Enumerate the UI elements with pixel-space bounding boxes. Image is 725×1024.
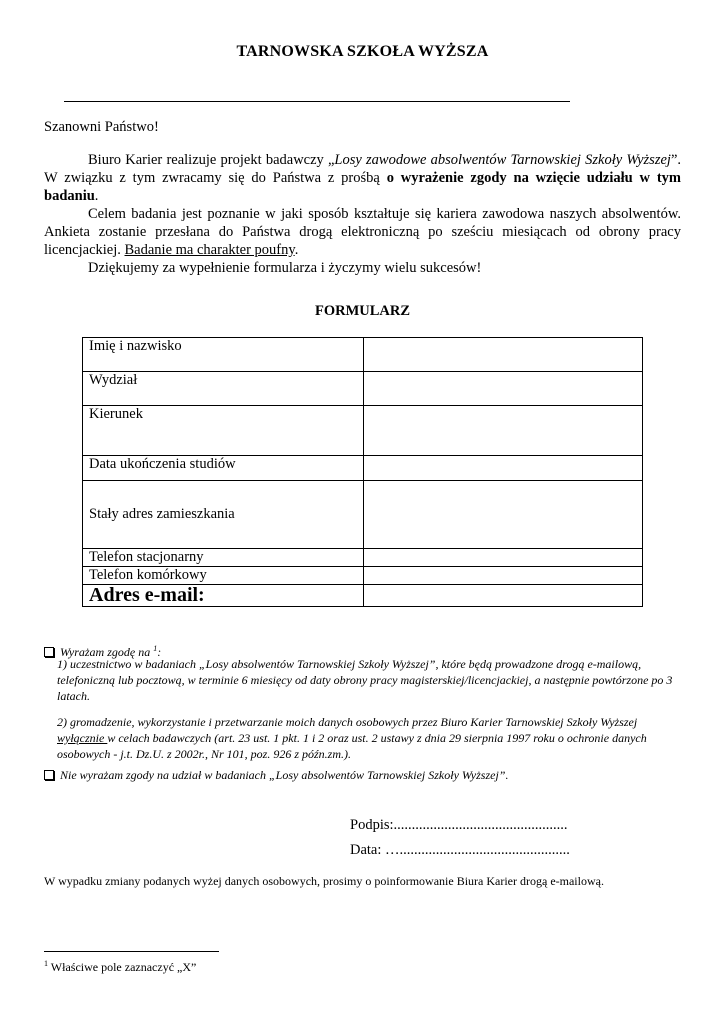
footnote-divider bbox=[44, 951, 219, 952]
consent-disagree bbox=[44, 767, 508, 783]
greeting: Szanowni Państwo! bbox=[44, 119, 159, 135]
p1-text-b: ”. W związku z tym zwracamy się do Państwa z prośbą bbox=[44, 152, 681, 186]
form-input-major[interactable] bbox=[364, 406, 643, 456]
project-name: Losy zawodowe absolwentów Tarnowskiej Szkoły Wyższej bbox=[334, 152, 671, 168]
form-input-graduation-date[interactable] bbox=[364, 456, 643, 481]
form-row bbox=[83, 456, 643, 481]
consent-item-2 bbox=[57, 714, 683, 762]
date-line: Data: …............................................... bbox=[350, 842, 570, 858]
form-row bbox=[83, 406, 643, 456]
p1-text-c: . bbox=[94, 188, 99, 204]
paragraph-1 bbox=[44, 151, 681, 205]
confidential-note: Badanie ma charakter poufny bbox=[124, 242, 295, 258]
disagree-label: Nie wyrażam zgody na udział w badaniach „Losy absolwentów Tarnowskiej Szkoły Wyższej”. bbox=[60, 768, 509, 782]
form-label-faculty: Wydział bbox=[83, 372, 364, 406]
header-divider bbox=[64, 101, 570, 102]
footnote bbox=[44, 959, 196, 975]
form-input-landline[interactable] bbox=[364, 549, 643, 567]
update-note: W wypadku zmiany podanych wyżej danych osobowych, prosimy o poinformowanie Biura Karier drogą e-mailową. bbox=[44, 874, 604, 888]
form-input-faculty[interactable] bbox=[364, 372, 643, 406]
paragraph-2 bbox=[44, 205, 681, 259]
disagree-checkbox[interactable] bbox=[44, 770, 54, 780]
form-input-email[interactable] bbox=[364, 585, 643, 607]
item2-text-b: w celach badawczych (art. 23 ust. 1 pkt. 1 i 2 oraz ust. 2 ustawy z dnia 29 sierpnia 1997 roku o ochronie danych osobowych - j.t. Dz.U. z 2002r., Nr 101, poz. 926 z późn.zm.). bbox=[57, 731, 647, 761]
consent-item-1: 1) uczestnictwo w badaniach „Losy absolwentów Tarnowskiej Szkoły Wyższej”, które będą prowadzone drogą e-mailową, telefoniczną lub pocztową, w terminie 6 miesięcy od daty obrony pracy magisterskiej/licencjackiej, a następnie powtórzone po 3 latach. bbox=[57, 657, 673, 703]
form-row bbox=[83, 549, 643, 567]
letter-body bbox=[44, 151, 681, 277]
form-label-email: Adres e-mail: bbox=[83, 585, 364, 607]
form-label-major: Kierunek bbox=[83, 406, 364, 456]
footnote-ref: 1 bbox=[153, 644, 158, 653]
agree-checkbox[interactable] bbox=[44, 647, 54, 657]
form-label-graduation-date: Data ukończenia studiów bbox=[83, 456, 364, 481]
form-row bbox=[83, 481, 643, 549]
p2-text-b: . bbox=[294, 242, 299, 258]
agree-colon: : bbox=[157, 645, 162, 659]
form-table bbox=[82, 337, 643, 607]
signature-line: Podpis:................................................ bbox=[350, 817, 568, 833]
form-label-mobile: Telefon komórkowy bbox=[83, 567, 364, 585]
form-label-name: Imię i nazwisko bbox=[83, 338, 364, 372]
form-row bbox=[83, 372, 643, 406]
paragraph-3: Dziękujemy za wypełnienie formularza i życzymy wielu sukcesów! bbox=[88, 260, 482, 276]
form-row bbox=[83, 338, 643, 372]
form-label-address: Stały adres zamieszkania bbox=[83, 481, 364, 549]
consent-request: o wyrażenie zgody na wzięcie udziału w tym badaniu bbox=[44, 170, 681, 204]
form-row bbox=[83, 585, 643, 607]
form-title: FORMULARZ bbox=[314, 303, 411, 319]
page-title: TARNOWSKA SZKOŁA WYŻSZA bbox=[236, 43, 489, 60]
item2-text-a: 2) gromadzenie, wykorzystanie i przetwarzanie moich danych osobowych przez Biuro Karier Tarnowskiej Szkoły Wyższej bbox=[57, 715, 638, 729]
footnote-number: 1 bbox=[44, 959, 48, 968]
form-row bbox=[83, 567, 643, 585]
form-input-mobile[interactable] bbox=[364, 567, 643, 585]
form-input-address[interactable] bbox=[364, 481, 643, 549]
form-label-landline: Telefon stacjonarny bbox=[83, 549, 364, 567]
agree-label: Wyrażam zgodę na bbox=[60, 645, 154, 659]
form-input-name[interactable] bbox=[364, 338, 643, 372]
p1-text-a: Biuro Karier realizuje projekt badawczy „ bbox=[88, 152, 335, 168]
item2-underline: wyłącznie bbox=[57, 731, 108, 745]
footnote-text: Właściwe pole zaznaczyć „X” bbox=[48, 960, 197, 974]
p2-text-a: Celem badania jest poznanie w jaki sposób kształtuje się kariera zawodowa naszych absolwentów. Ankieta zostanie przesłana do Państwa drogą elektroniczną po sześciu miesiącach od obrony pracy licencjackiej. bbox=[44, 206, 681, 258]
